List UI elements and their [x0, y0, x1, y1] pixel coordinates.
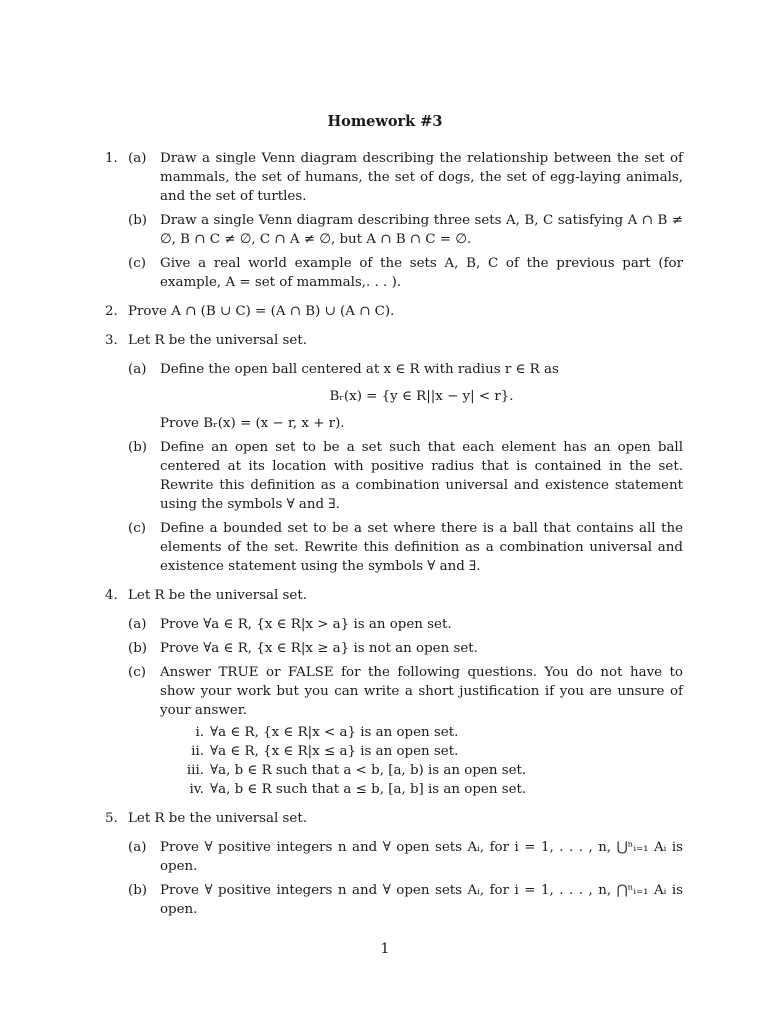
roman-label: iii.: [186, 763, 204, 778]
problem-3c: [128, 519, 683, 576]
problem-3b: [128, 438, 683, 514]
problem-text: Let R be the universal set.: [128, 588, 307, 603]
roman-label: iv.: [189, 782, 204, 797]
part-label: (a): [128, 362, 147, 377]
problem-4: [105, 586, 683, 799]
part-label: (a): [128, 840, 147, 855]
part-text: Prove ∀a ∈ R, {x ∈ R|x > a} is an open set.: [160, 617, 452, 632]
problem-1c: [128, 254, 683, 292]
roman-item-iii: [160, 761, 683, 780]
problem-4b: [128, 639, 683, 658]
problem-1a: [128, 149, 683, 206]
problem-5: [105, 809, 683, 919]
part-label: (c): [128, 256, 146, 271]
problem-number: 5.: [105, 811, 118, 826]
problem-text: Let R be the universal set.: [128, 811, 307, 826]
part-label: (b): [128, 641, 148, 656]
part-text: Define a bounded set to be a set where there is a ball that contains all the elements of the set. Rewrite this definition as a combination universal and existence statement using the symbols ∀ and ∃.: [160, 521, 683, 574]
part-label: (c): [128, 521, 146, 536]
problem-1b: [128, 211, 683, 249]
problem-number: 1.: [105, 151, 118, 166]
problem-text: Prove A ∩ (B ∪ C) = (A ∩ B) ∪ (A ∩ C).: [128, 304, 395, 319]
roman-text: ∀a ∈ R, {x ∈ R|x < a} is an open set.: [210, 725, 459, 740]
problem-2: [105, 302, 683, 321]
roman-label: ii.: [191, 744, 204, 759]
problem-4a: [128, 615, 683, 634]
roman-item-ii: [160, 742, 683, 761]
part-text: Draw a single Venn diagram describing the relationship between the set of mammals, the set of humans, the set of dogs, the set of egg-laying animals, and the set of turtles.: [160, 151, 683, 204]
roman-text: ∀a, b ∈ R such that a < b, [a, b) is an open set.: [210, 763, 527, 778]
problem-4c: [128, 663, 683, 799]
part-text: Prove ∀ positive integers n and ∀ open sets Aᵢ, for i = 1, . . . , n, ⋃ⁿᵢ₌₁ Aᵢ is open.: [160, 840, 683, 874]
problem-1: [105, 149, 683, 292]
problem-5b: [128, 881, 683, 919]
part-label: (b): [128, 883, 148, 898]
part-text: Draw a single Venn diagram describing three sets A, B, C satisfying A ∩ B ≠ ∅, B ∩ C ≠ ∅, C ∩ A ≠ ∅, but A ∩ B ∩ C = ∅.: [160, 213, 683, 247]
problem-number: 4.: [105, 588, 118, 603]
problem-number: 2.: [105, 304, 118, 319]
problem-5a: [128, 838, 683, 876]
roman-text: ∀a, b ∈ R such that a ≤ b, [a, b] is an open set.: [210, 782, 527, 797]
roman-label: i.: [195, 725, 204, 740]
part-text: Prove ∀ positive integers n and ∀ open sets Aᵢ, for i = 1, . . . , n, ⋂ⁿᵢ₌₁ Aᵢ is open.: [160, 883, 683, 917]
roman-item-i: [160, 723, 683, 742]
problem-3: [105, 331, 683, 576]
roman-text: ∀a ∈ R, {x ∈ R|x ≤ a} is an open set.: [210, 744, 459, 759]
page-number: 1: [380, 941, 390, 957]
part-text: Answer TRUE or FALSE for the following questions. You do not have to show your work but you can write a short justification if you are unsure of your answer.: [160, 665, 683, 718]
roman-item-iv: [160, 780, 683, 799]
part-text: Prove ∀a ∈ R, {x ∈ R|x ≥ a} is not an open set.: [160, 641, 478, 656]
part-text: Define the open ball centered at x ∈ R with radius r ∈ R as: [160, 362, 559, 377]
part-text: Define an open set to be a set such that each element has an open ball centered at its location with positive radius that is contained in the set. Rewrite this definition as a combination universal and existence statement using the symbols ∀ and ∃.: [160, 440, 683, 512]
part-label: (c): [128, 665, 146, 680]
part-text: Give a real world example of the sets A, B, C of the previous part (for example, A = set of mammals,. . . ).: [160, 256, 683, 290]
problem-number: 3.: [105, 333, 118, 348]
display-equation: Bᵣ(x) = {y ∈ R||x − y| < r}.: [329, 389, 514, 404]
part-label: (b): [128, 440, 148, 455]
part-label: (a): [128, 151, 147, 166]
problem-list: [105, 149, 683, 929]
page-title: Homework #3: [327, 113, 443, 130]
part-label: (a): [128, 617, 147, 632]
problem-text: Let R be the universal set.: [128, 333, 307, 348]
part-text-after: Prove Bᵣ(x) = (x − r, x + r).: [160, 416, 345, 431]
problem-3a: [128, 360, 683, 433]
part-label: (b): [128, 213, 148, 228]
